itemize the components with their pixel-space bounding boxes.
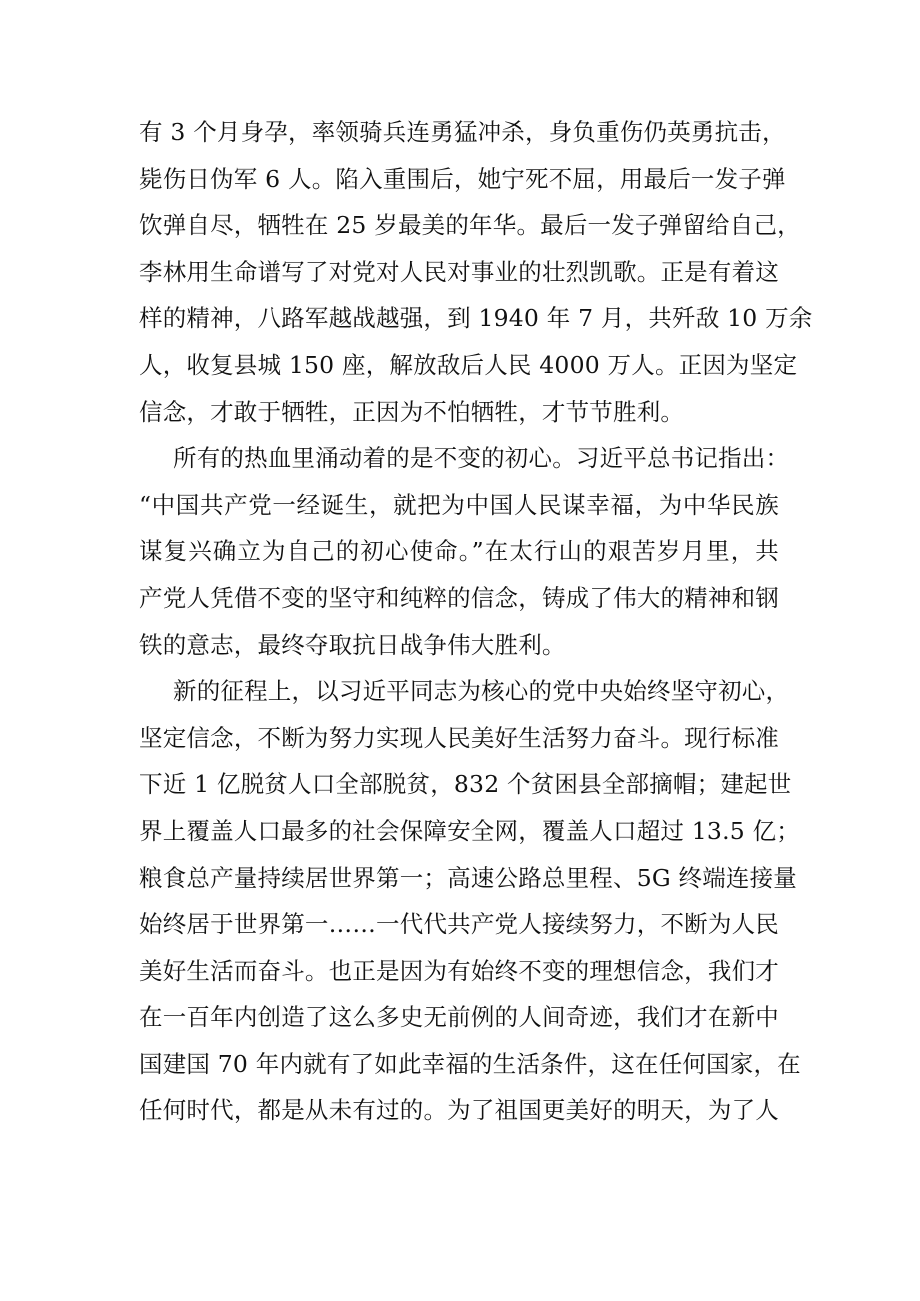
paragraph-line: 李林用生命谱写了对党对人民对事业的壮烈凯歌。正是有着这 — [139, 257, 779, 286]
paragraph-2 — [139, 435, 790, 668]
paragraph-line: 美好生活而奋斗。也正是因为有始终不变的理想信念，我们才 — [139, 956, 779, 985]
paragraph-line: 所有的热血里涌动着的是不变的初心。习近平总书记指出： — [173, 444, 790, 473]
paragraph-line: 任何时代，都是从未有过的。为了祖国更美好的明天，为了人 — [139, 1096, 779, 1125]
paragraph-1 — [139, 109, 813, 435]
paragraph-line: 有 3 个月身孕，率领骑兵连勇猛冲杀，身负重伤仍英勇抗击， — [139, 118, 786, 146]
paragraph-line: 毙伤日伪军 6 人。陷入重围后，她宁死不屈，用最后一发子弹 — [139, 164, 786, 193]
document-body — [139, 109, 813, 1134]
paragraph-3 — [139, 668, 801, 1134]
paragraph-line: 信念，才敢于牺牲，正因为不怕牺牲，才节节胜利。 — [139, 397, 685, 426]
paragraph-line: 谋复兴确立为自己的初心使命。”在太行山的艰苦岁月里，共 — [139, 537, 779, 566]
paragraph-line: 饮弹自尽，牺牲在 25 岁最美的年华。最后一发子弹留给自己， — [139, 211, 801, 240]
paragraph-line: 样的精神，八路军越战越强，到 1940 年 7 月，共歼敌 10 万余 — [139, 304, 813, 333]
paragraph-line: 产党人凭借不变的坚守和纯粹的信念，铸成了伟大的精神和钢 — [139, 583, 779, 612]
paragraph-line: 始终居于世界第一……一代代共产党人接续努力，不断为人民 — [139, 910, 779, 939]
paragraph-line: “中国共产党一经诞生，就把为中国人民谋幸福，为中华民族 — [139, 490, 779, 519]
paragraph-line: 在一百年内创造了这么多史无前例的人间奇迹，我们才在新中 — [139, 1003, 779, 1032]
paragraph-line: 新的征程上，以习近平同志为核心的党中央始终坚守初心， — [173, 677, 790, 706]
paragraph-line: 坚定信念，不断为努力实现人民美好生活努力奋斗。现行标准 — [139, 723, 779, 752]
paragraph-line: 人，收复县城 150 座，解放敌后人民 4000 万人。正因为坚定 — [139, 350, 798, 379]
paragraph-line: 下近 1 亿脱贫人口全部脱贫，832 个贫困县全部摘帽；建起世 — [139, 770, 792, 799]
paragraph-line: 铁的意志，最终夺取抗日战争伟大胜利。 — [139, 630, 566, 659]
paragraph-line: 界上覆盖人口最多的社会保障安全网，覆盖人口超过 13.5 亿； — [139, 816, 800, 845]
paragraph-line: 粮食总产量持续居世界第一；高速公路总里程、5G 终端连接量 — [139, 863, 797, 892]
paragraph-line: 国建国 70 年内就有了如此幸福的生活条件，这在任何国家，在 — [139, 1049, 801, 1078]
